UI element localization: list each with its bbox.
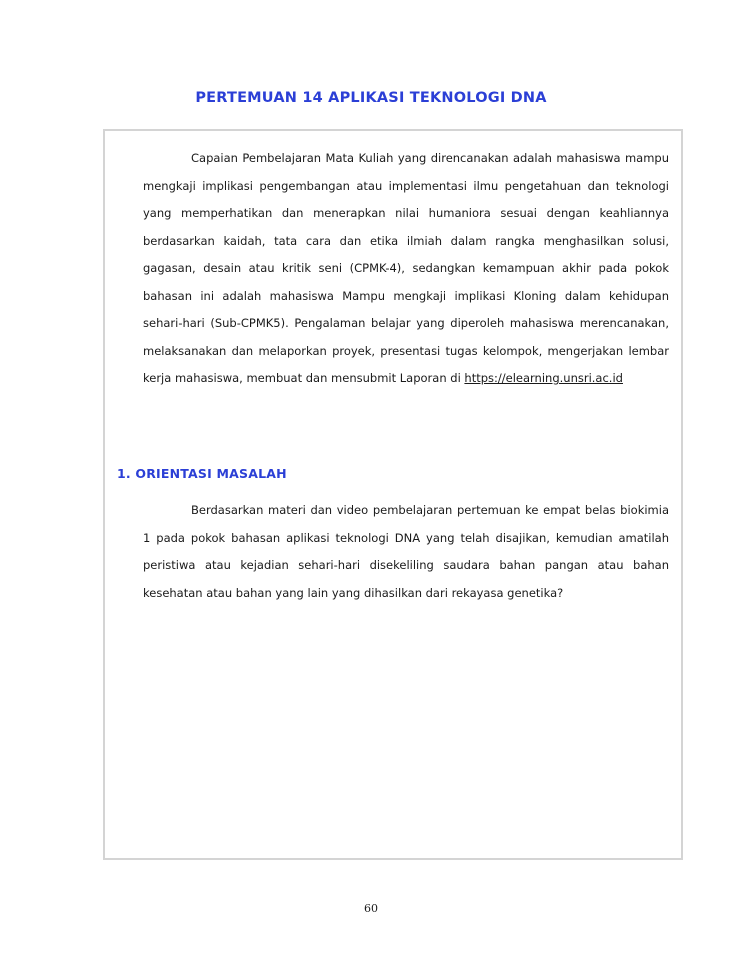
intro-paragraph	[143, 145, 669, 393]
page-title: PERTEMUAN 14 APLIKASI TEKNOLOGI DNA	[195, 90, 547, 106]
page-number: 60	[364, 902, 378, 915]
elearning-link[interactable]: https://elearning.unsri.ac.id	[464, 371, 623, 385]
orientasi-paragraph: Berdasarkan materi dan video pembelajaran pertemuan ke empat belas biokimia 1 pada pokok bahasan aplikasi teknologi DNA yang telah disajikan, kemudian amatilah peristiwa atau kejadian sehari-hari disekeliling saudara bahan pangan atau bahan kesehatan atau bahan yang lain yang dihasilkan dari rekayasa genetika?	[143, 503, 669, 600]
intro-text: Capaian Pembelajaran Mata Kuliah yang direncanakan adalah mahasiswa mampu mengkaji implikasi pengembangan atau implementasi ilmu pengetahuan dan teknologi yang memperhatikan dan menerapkan nilai humaniora sesuai dengan keahliannya berdasarkan kaidah, tata cara dan etika ilmiah dalam rangka menghasilkan solusi, gagasan, desain atau kritik seni (CPMK-4), sedangkan kemampuan akhir pada pokok bahasan ini adalah mahasiswa Mampu mengkaji implikasi Kloning dalam kehidupan sehari-hari (Sub-CPMK5). Pengalaman belajar yang diperoleh mahasiswa merencanakan, melaksanakan dan melaporkan proyek, presentasi tugas kelompok, mengerjakan lembar kerja mahasiswa, membuat dan mensubmit Laporan di	[143, 151, 669, 385]
content-box	[103, 129, 683, 860]
section-heading-orientasi-masalah: 1. ORIENTASI MASALAH	[117, 466, 287, 481]
